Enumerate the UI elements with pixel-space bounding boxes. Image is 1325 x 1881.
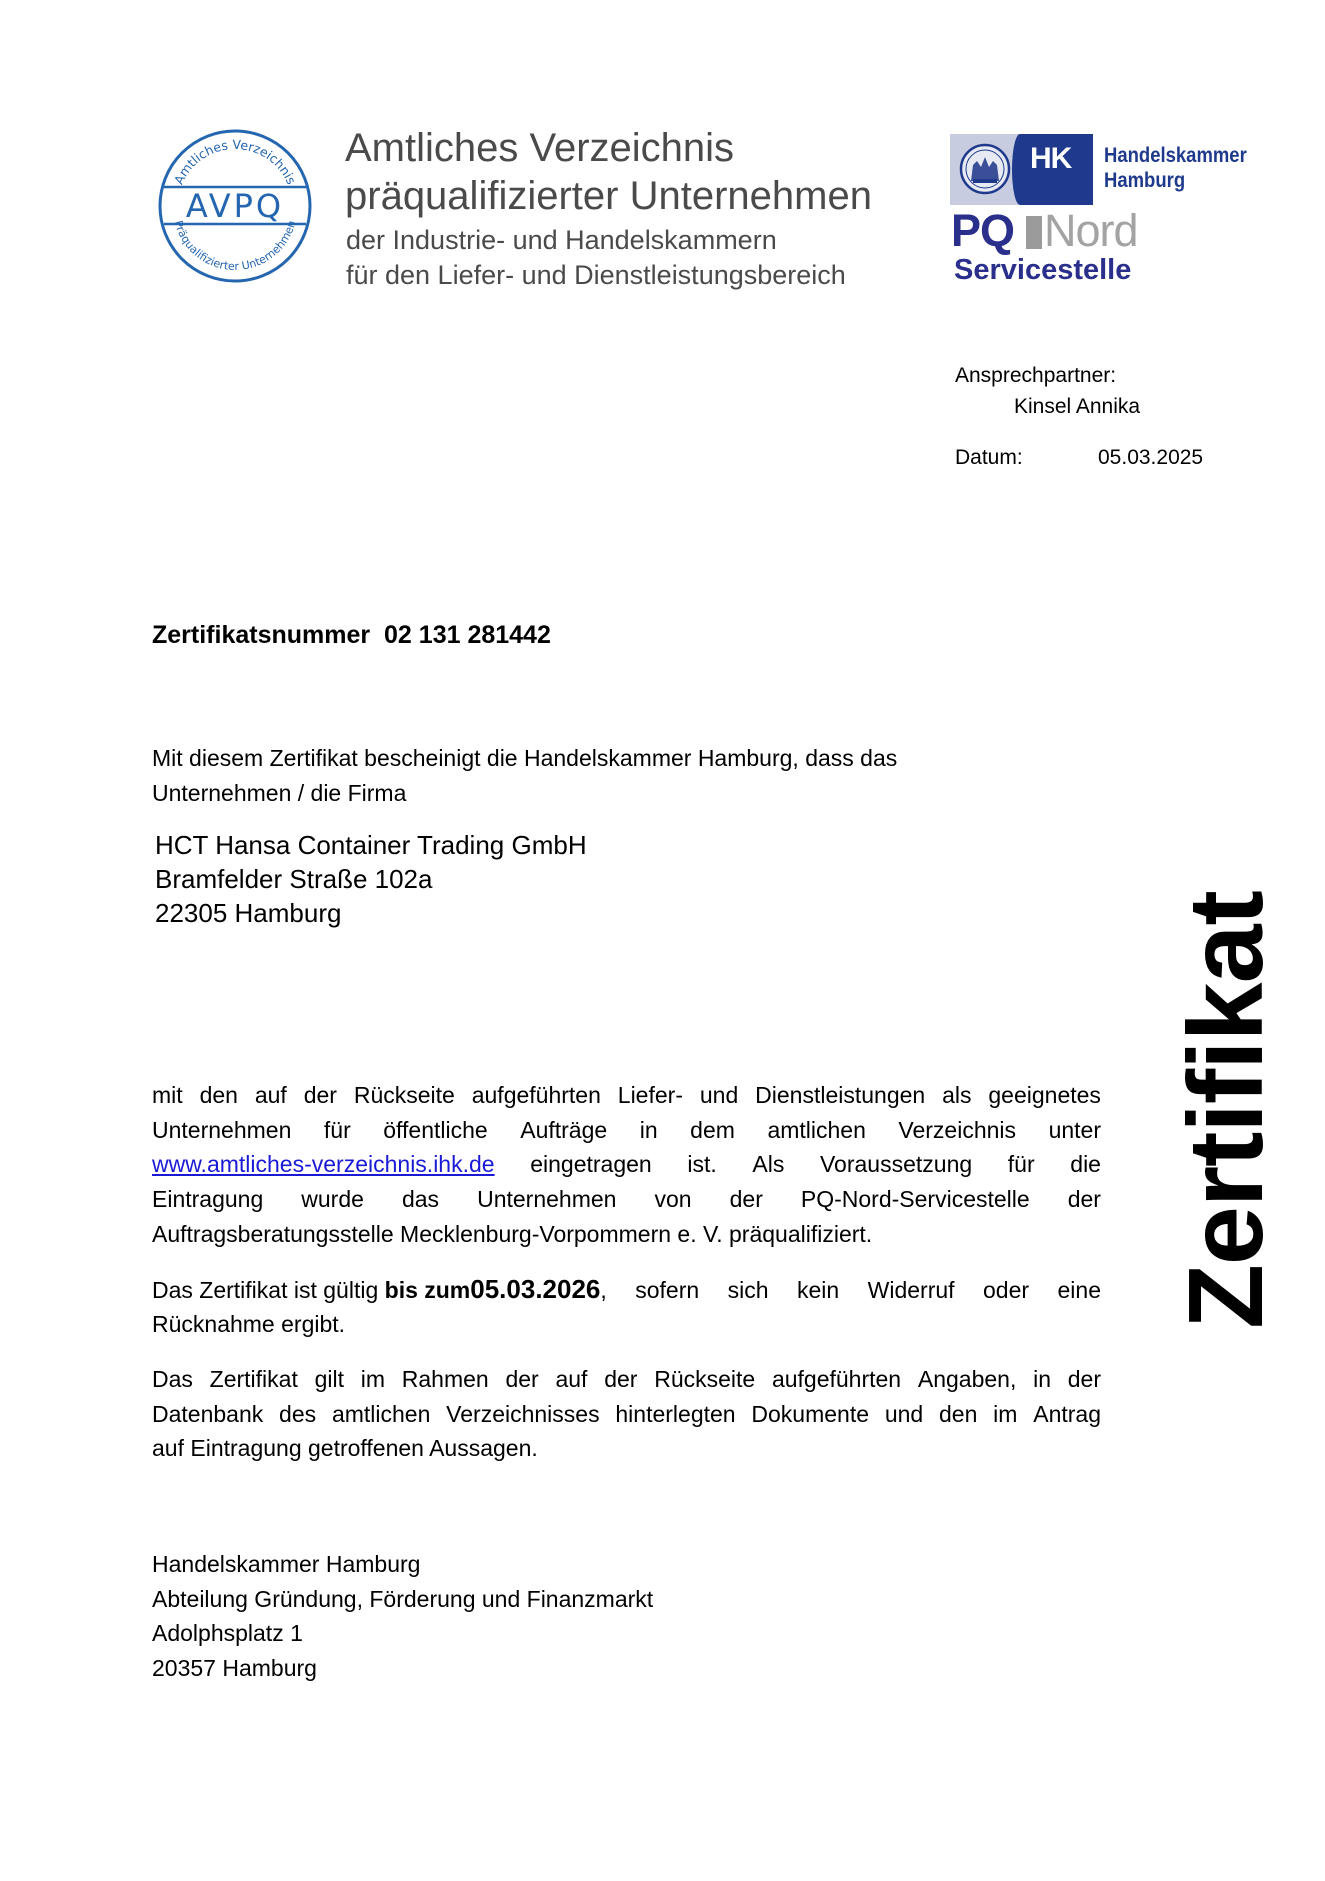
word: und [699,1082,739,1108]
contact-name: Kinsel Annika [1014,395,1141,418]
word: das [401,1186,440,1213]
header-subtitle-line2: für den Liefer- und Dienstleistungsbereich [346,260,846,290]
word: im [993,1400,1018,1427]
pqnord-logo-nord: Nord [1044,205,1138,256]
word: Liefer- [617,1082,683,1108]
word: ist. [687,1151,717,1178]
intro-line1: Mit diesem Zertifikat bescheinigt die Handelskammer Hamburg, dass das [152,745,898,771]
pqnord-logo-bar [1026,216,1042,249]
paragraph-line [152,1147,1101,1182]
intro-line2: Unternehmen / die Firma [152,780,407,806]
paragraph-line [152,1362,1101,1397]
word: geeignetes [988,1082,1101,1108]
certificate-number-label: Zertifikatsnummer [152,621,371,649]
word: der [1067,1186,1101,1213]
footer-city: 20357 Hamburg [152,1655,317,1681]
avpq-bottom-arc-text: Präqualifizierter Unternehmen [171,219,299,274]
header-title-line1: Amtliches Verzeichnis [345,126,735,170]
word: Voraussetzung [819,1151,973,1178]
footer-department: Abteilung Gründung, Förderung und Finanzmarkt [152,1586,654,1612]
word: dem [690,1116,735,1143]
word: Aufträge [520,1116,608,1143]
word: der [604,1366,638,1392]
hk-seal-icon [959,143,1011,195]
word: Eintragung [152,1186,264,1213]
word: auf [555,1366,588,1392]
word: Angaben, [917,1366,1017,1392]
word: der [1067,1366,1101,1392]
word: aufgeführten [771,1366,902,1392]
word: Rahmen [401,1366,489,1392]
validity-comma: , [600,1277,607,1303]
word: auf [254,1082,287,1108]
paragraph-line [152,1397,1101,1432]
handelskammer-logo [950,134,1093,205]
validity-prefix-group [152,1272,607,1308]
pqnord-logo-pq: PQ [951,205,1015,256]
avpq-top-arc-text: Amtliches Verzeichnis [170,136,300,187]
hk-logo-letters: HK [1030,142,1072,175]
word: der [303,1082,337,1108]
validity-date: 05.03.2026 [470,1274,601,1304]
word: der [729,1186,763,1213]
word: des [279,1400,317,1427]
paragraph-line-last: Auftragsberatungsstelle Mecklenburg-Vorpommern e. V. präqualifiziert. [152,1220,873,1247]
word: Antrag [1033,1400,1101,1427]
validity-line1 [152,1272,1101,1307]
footer-street: Adolphsplatz 1 [152,1620,303,1646]
date-value: 05.03.2025 [1098,446,1204,469]
paragraph-registration [152,1078,1101,1251]
word: Zertifikat [209,1366,298,1392]
paragraph-validity [152,1272,1101,1341]
word: im [360,1366,386,1392]
word: Unternehmen [152,1116,292,1143]
avpq-center-text: AVPQ [185,187,285,225]
word: den [199,1082,238,1108]
word: für [1007,1151,1035,1178]
word: Verzeichnis [898,1116,1017,1143]
footer-org: Handelskammer Hamburg [152,1551,421,1577]
word: kein [797,1277,840,1303]
header-subtitle-line1: der Industrie- und Handelskammern [346,225,777,255]
word: in [639,1116,658,1143]
directory-link[interactable]: www.amtliches-verzeichnis.ihk.de [152,1151,495,1178]
word: gilt [314,1366,344,1392]
word: aufgeführten [471,1082,601,1108]
word: Dokumente [751,1400,870,1427]
date-label: Datum: [955,446,1023,469]
company-street: Bramfelder Straße 102a [155,864,433,894]
company-name: HCT Hansa Container Trading GmbH [155,830,587,860]
word: Als [752,1151,785,1178]
word: wurde [301,1186,364,1213]
certificate-number [152,623,551,648]
word: der [505,1366,539,1392]
word: sich [727,1277,769,1303]
word: amtlichen [767,1116,866,1143]
word: Rückseite [353,1082,455,1108]
company-city: 22305 Hamburg [155,898,342,928]
word: sofern [635,1277,700,1303]
word: Das [152,1366,193,1392]
word: und [884,1400,924,1427]
certificate-number-value: 02 131 281442 [384,621,551,649]
word: Dienstleistungen [755,1082,926,1108]
word: oder [983,1277,1030,1303]
word: Unternehmen [477,1186,617,1213]
word: Widerruf [867,1277,955,1303]
word: den [938,1400,978,1427]
word: PQ-Nord-Servicestelle [800,1186,1030,1213]
paragraph-line [152,1113,1101,1148]
word: mit [152,1082,183,1108]
paragraph-scope [152,1362,1101,1466]
paragraph-line [152,1078,1101,1113]
validity-bold: bis zum [384,1277,471,1303]
vertical-title [1167,873,1285,1347]
word: die [1070,1151,1101,1178]
word: Datenbank [152,1400,264,1427]
word: in [1033,1366,1051,1392]
paragraph-line [152,1182,1101,1217]
validity-prefix: Das Zertifikat ist gültig [152,1277,379,1303]
word: von [654,1186,692,1213]
validity-line2: Rücknahme ergibt. [152,1310,346,1337]
word: eine [1057,1277,1101,1303]
hk-name-line2: Hamburg [1104,169,1186,192]
word: als [942,1082,972,1108]
vertical-title-text: Zertifikat [1167,891,1285,1329]
header-title-line2: präqualifizierter Unternehmen [345,174,872,218]
word: eingetragen [530,1151,652,1178]
avpq-seal-logo [156,126,314,286]
contact-label: Ansprechpartner: [955,364,1117,387]
word: für [323,1116,351,1143]
word: amtlichen [331,1400,431,1427]
hk-name-line1: Handelskammer [1104,144,1247,167]
paragraph-line-last: auf Eintragung getroffenen Aussagen. [152,1435,538,1462]
word: Rückseite [654,1366,756,1392]
pqnord-logo-servicestelle: Servicestelle [954,254,1132,286]
word: Verzeichnisses [446,1400,600,1427]
word: unter [1048,1116,1101,1143]
word: hinterlegten [615,1400,736,1427]
word: öffentliche [383,1116,488,1143]
